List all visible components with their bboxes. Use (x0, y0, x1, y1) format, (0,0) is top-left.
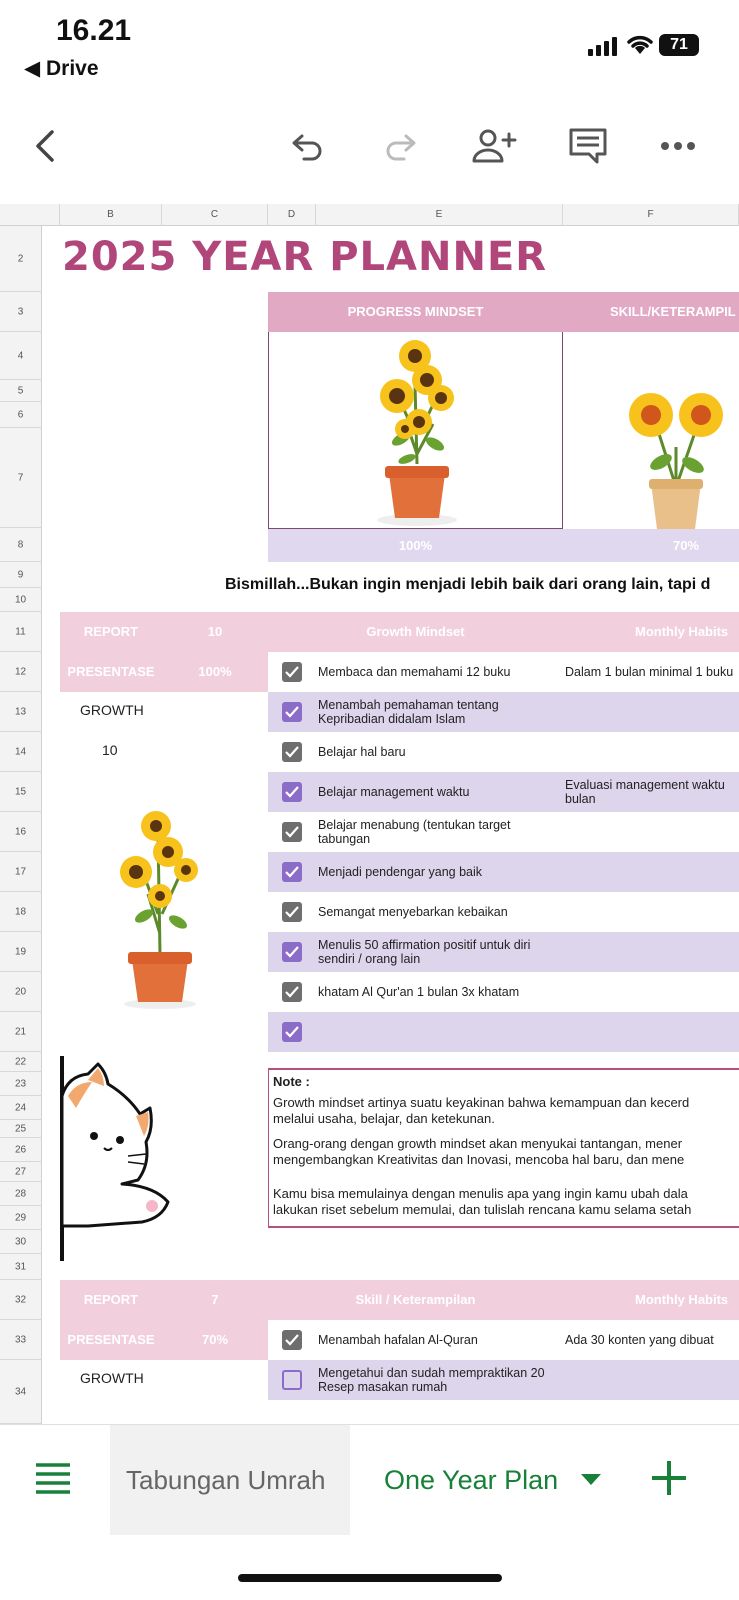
redo-icon (382, 130, 418, 162)
task-row[interactable] (268, 1360, 739, 1400)
task-row[interactable] (268, 1012, 739, 1052)
redo-button[interactable] (372, 118, 428, 174)
check-icon (285, 666, 299, 678)
skill-header[interactable]: Skill / Keterampilan (268, 1280, 563, 1320)
peeking-cat-icon (58, 1056, 188, 1266)
row-header[interactable]: 8 (0, 528, 42, 562)
row-header[interactable]: 11 (0, 612, 42, 652)
undo-button[interactable] (280, 118, 336, 174)
task-text: khatam Al Qur'an 1 bulan 3x khatam (318, 985, 520, 999)
row-header[interactable]: 22 (0, 1052, 42, 1072)
check-icon (285, 1026, 299, 1038)
tab-label: One Year Plan (384, 1465, 559, 1495)
growth-label[interactable]: GROWTH (80, 702, 144, 718)
checkbox-checked[interactable] (282, 702, 302, 722)
row-header[interactable]: 13 (0, 692, 42, 732)
check-icon (285, 986, 299, 998)
card-percent-progress[interactable]: 100% (268, 529, 563, 562)
note-line: Growth mindset artinya suatu keyakinan bahwa kemampuan dan kecerd (273, 1095, 690, 1110)
more-horizontal-icon (660, 141, 696, 151)
growth-label[interactable]: GROWTH (80, 1370, 144, 1386)
sunflower-image-card-2[interactable] (563, 332, 739, 529)
row-header[interactable]: 24 (0, 1096, 42, 1120)
more-options-button[interactable] (650, 118, 706, 174)
row-header[interactable]: 27 (0, 1162, 42, 1182)
monthly-habits-header[interactable]: Monthly Habits (563, 612, 739, 652)
checkbox-checked[interactable] (282, 662, 302, 682)
back-button[interactable] (18, 118, 74, 174)
presentase-value[interactable]: 70% (162, 1320, 268, 1360)
habit-text: Dalam 1 bulan minimal 1 buku (565, 665, 734, 679)
row-header[interactable]: 12 (0, 652, 42, 692)
tab-one-year-plan[interactable] (352, 1425, 630, 1535)
note-line: Kamu bisa memulainya dengan menulis apa yang ingin kamu ubah dala (273, 1186, 688, 1201)
task-text: Mengetahui dan sudah mempraktikan 20 Resep masakan rumah (318, 1366, 545, 1394)
task-text: Menambah pemahaman tentang Kepribadian didalam Islam (318, 698, 499, 726)
growth-value[interactable]: 10 (102, 742, 118, 758)
tab-tabungan-umrah[interactable]: Tabungan Umrah (110, 1425, 350, 1535)
task-row[interactable] (268, 692, 739, 732)
task-row[interactable] (268, 812, 739, 852)
home-indicator[interactable] (238, 1574, 502, 1582)
note-line: mengembangkan Kreativitas dan Inovasi, mencoba hal baru, dan mene (273, 1152, 685, 1167)
row-header[interactable]: 3 (0, 292, 42, 332)
row-header[interactable]: 34 (0, 1360, 42, 1424)
battery-icon: 71 (659, 34, 699, 56)
checkbox-checked[interactable] (282, 742, 302, 762)
row-header[interactable]: 23 (0, 1072, 42, 1096)
undo-icon (290, 130, 326, 162)
menu-list-icon (34, 1461, 72, 1495)
row-header[interactable]: 17 (0, 852, 42, 892)
check-icon (285, 826, 299, 838)
note-line: Orang-orang dengan growth mindset akan menyukai tantangan, mener (273, 1136, 683, 1151)
checkbox-checked[interactable] (282, 942, 302, 962)
sunflower-image-card[interactable] (268, 332, 563, 529)
report-label[interactable]: REPORT (60, 612, 162, 652)
row-header[interactable]: 15 (0, 772, 42, 812)
card-heading-progress-mindset[interactable]: PROGRESS MINDSET (268, 292, 563, 332)
check-icon (285, 1334, 299, 1346)
row-header[interactable]: 9 (0, 562, 42, 588)
row-header[interactable]: 5 (0, 380, 42, 402)
comment-button[interactable] (560, 118, 616, 174)
task-row[interactable] (268, 972, 739, 1012)
task-text: Menulis 50 affirmation positif untuk diri sendiri / orang lain (318, 938, 531, 966)
column-header-e[interactable]: E (316, 204, 563, 226)
checkbox-unchecked[interactable] (282, 1370, 302, 1390)
column-header-f[interactable]: F (563, 204, 739, 226)
row-header[interactable]: 19 (0, 932, 42, 972)
plus-icon (650, 1459, 688, 1497)
row-header[interactable]: 6 (0, 402, 42, 428)
check-icon (285, 786, 299, 798)
column-header-b[interactable]: B (60, 204, 162, 226)
row-header[interactable]: 29 (0, 1206, 42, 1230)
check-icon (285, 946, 299, 958)
report-label[interactable]: REPORT (60, 1280, 162, 1320)
sunflower-pot-icon (357, 334, 477, 529)
task-row[interactable] (268, 772, 739, 812)
card-heading-skill[interactable]: SKILL/KETERAMPIL (563, 292, 739, 332)
add-sheet-button[interactable] (650, 1459, 688, 1502)
column-header-d[interactable]: D (268, 204, 316, 226)
sunflower-pot-icon (621, 387, 731, 537)
add-person-icon (471, 128, 517, 164)
row-header[interactable]: 14 (0, 732, 42, 772)
task-text: Menambah hafalan Al-Quran (318, 1333, 478, 1347)
row-header[interactable]: 7 (0, 428, 42, 528)
sunflower-pot-icon (110, 804, 210, 1014)
motivation-quote[interactable]: Bismillah...Bukan ingin menjadi lebih baik dari orang lain, tapi d (225, 576, 711, 593)
check-icon (285, 906, 299, 918)
task-text: Belajar hal baru (318, 745, 406, 759)
chevron-left-icon (32, 128, 60, 164)
share-button[interactable] (466, 118, 522, 174)
row-header[interactable]: 33 (0, 1320, 42, 1360)
note-box[interactable] (268, 1068, 739, 1228)
note-line: melalui usaha, belajar, dan ketekunan. (273, 1111, 495, 1126)
task-text: Menjadi pendengar yang baik (318, 865, 483, 879)
task-row[interactable] (268, 1320, 739, 1360)
row-header[interactable]: 16 (0, 812, 42, 852)
sheet-tab-bar (0, 1424, 739, 1534)
growth-mindset-header[interactable]: Growth Mindset (268, 612, 563, 652)
monthly-habits-header[interactable]: Monthly Habits (563, 1280, 739, 1320)
row-header[interactable]: 26 (0, 1138, 42, 1162)
task-row[interactable] (268, 732, 739, 772)
task-row[interactable] (268, 852, 739, 892)
check-icon (285, 706, 299, 718)
report-value[interactable]: 7 (162, 1280, 268, 1320)
note-title: Note : (273, 1074, 310, 1089)
row-header[interactable]: 4 (0, 332, 42, 380)
row-header[interactable]: 28 (0, 1182, 42, 1206)
checkbox-checked[interactable] (282, 1330, 302, 1350)
habit-text: Ada 30 konten yang dibuat (565, 1333, 714, 1347)
presentase-value[interactable]: 100% (162, 652, 268, 692)
row-header[interactable]: 31 (0, 1254, 42, 1280)
habit-text: Evaluasi management waktu bulan (565, 778, 725, 806)
card-percent-skill[interactable]: 70% (563, 529, 739, 562)
task-text: Semangat menyebarkan kebaikan (318, 905, 508, 919)
report-value[interactable]: 10 (162, 612, 268, 652)
task-row[interactable] (268, 892, 739, 932)
task-row[interactable] (268, 652, 739, 692)
signal-icon (588, 36, 617, 56)
task-row[interactable] (268, 932, 739, 972)
row-header[interactable]: 25 (0, 1120, 42, 1138)
task-text: Membaca dan memahami 12 buku (318, 665, 511, 679)
wifi-icon (625, 32, 655, 56)
presentase-label[interactable]: PRESENTASE (60, 1320, 162, 1360)
spreadsheet-grid[interactable] (0, 204, 739, 1424)
presentase-label[interactable]: PRESENTASE (60, 652, 162, 692)
checkbox-checked[interactable] (282, 1022, 302, 1042)
task-text: Belajar management waktu (318, 785, 470, 799)
caret-down-icon[interactable] (580, 1473, 602, 1487)
checkbox-checked[interactable] (282, 782, 302, 802)
sheets-toolbar (0, 110, 739, 180)
row-header[interactable]: 30 (0, 1230, 42, 1254)
all-sheets-button[interactable] (34, 1461, 72, 1500)
planner-title[interactable]: 2025 YEAR PLANNER (62, 234, 548, 280)
status-time: 16.21 (56, 14, 132, 47)
check-icon (285, 746, 299, 758)
corner-cell[interactable] (0, 204, 60, 226)
checkbox-checked[interactable] (282, 862, 302, 882)
column-header-c[interactable]: C (162, 204, 268, 226)
checkbox-checked[interactable] (282, 822, 302, 842)
checkbox-checked[interactable] (282, 902, 302, 922)
check-icon (285, 866, 299, 878)
checkbox-checked[interactable] (282, 982, 302, 1002)
back-to-drive-link[interactable]: ◀ Drive (24, 57, 99, 80)
row-header[interactable]: 10 (0, 588, 42, 612)
row-header[interactable]: 21 (0, 1012, 42, 1052)
row-header[interactable]: 2 (0, 226, 42, 292)
note-line: lakukan riset sebelum memulai, dan tulislah rencana kamu selama setah (273, 1202, 692, 1217)
row-header[interactable]: 18 (0, 892, 42, 932)
row-header[interactable]: 32 (0, 1280, 42, 1320)
status-bar (0, 0, 739, 90)
row-header[interactable]: 20 (0, 972, 42, 1012)
task-text: Belajar menabung (tentukan target tabungan (318, 818, 511, 846)
comment-icon (567, 126, 609, 166)
